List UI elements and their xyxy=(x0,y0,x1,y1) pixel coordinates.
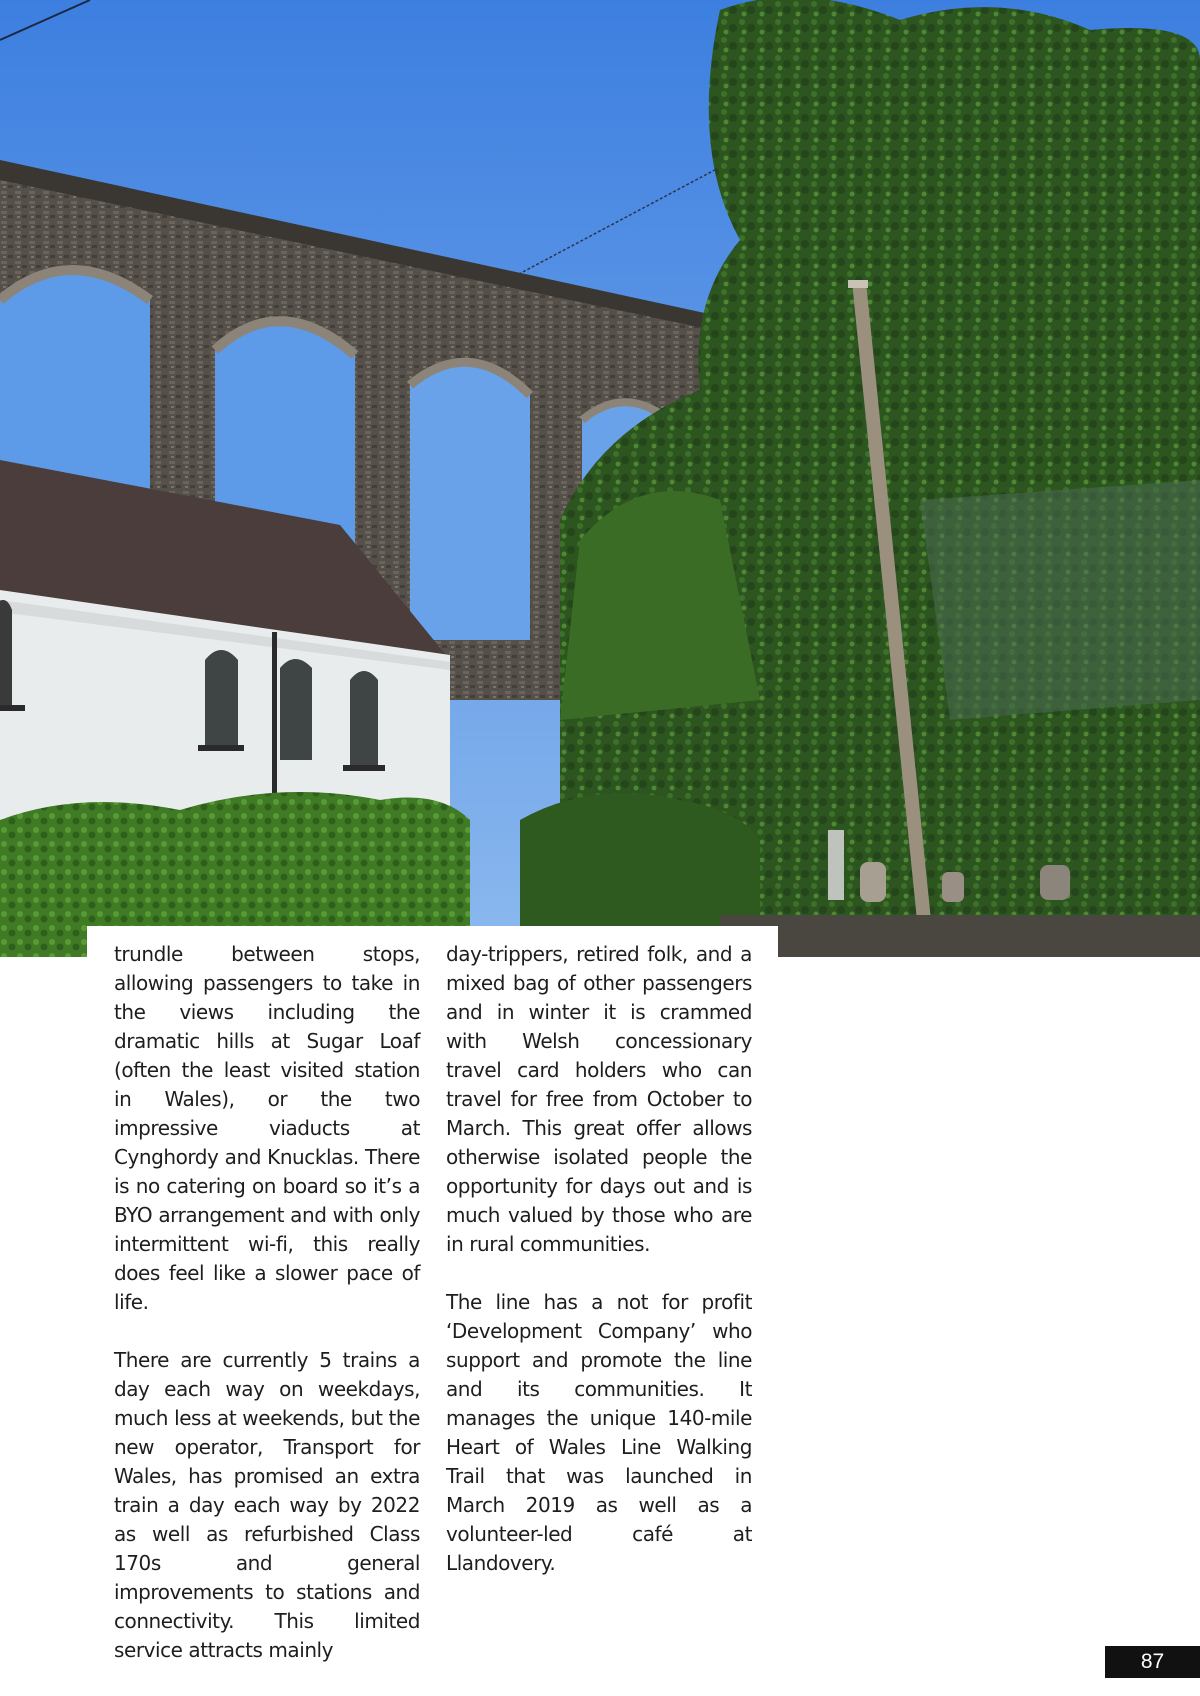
article-paragraph: trundle between stops, allowing passengers to take in the views including the dramatic hills at Sugar Loaf (often the least visited station in Wales), or the two impressive viaducts at Cynghordy and Knucklas. There is no catering on board so it’s a BYO arrangement and with only intermittent wi-fi, this really does feel like a slower pace of life. xyxy=(114,942,420,1314)
article-column-right xyxy=(446,940,752,1607)
article-paragraph: day-trippers, retired folk, and a mixed bag of other passengers and in winter it is crammed with Welsh concessionary travel card holders who can travel for free from October to March. This great offer allows otherwise isolated people the opportunity for days out and is much valued by those who are in rural communities. xyxy=(446,942,752,1256)
article-text-panel xyxy=(87,926,778,1662)
article-paragraph: There are currently 5 trains a day each way on weekdays, much less at weekends, but the new operator, Transport for Wales, has promised an extra train a day each way by 2022 as well as refurbished Class 170s and general improvements to stations and connectivity. This limited service attracts mainly xyxy=(114,1348,420,1662)
page-number: 87 xyxy=(1105,1646,1200,1678)
article-column-left xyxy=(114,940,420,1694)
article-paragraph: The line has a not for profit ‘Development Company’ who support and promote the line and its communities. It manages the unique 140-mile Heart of Wales Line Walking Trail that was launched in March 2019 as well as a volunteer-led café at Llandovery. xyxy=(446,1290,752,1575)
